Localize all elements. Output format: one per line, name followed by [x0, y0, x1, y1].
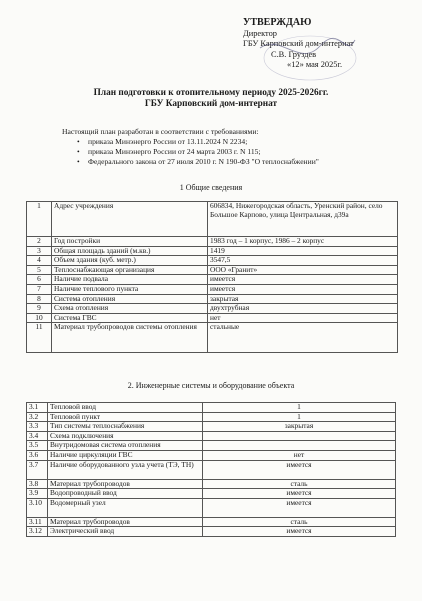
row-label: Внутридомовая система отопления	[48, 441, 203, 451]
row-label: Объем здания (куб. метр.)	[52, 256, 208, 266]
row-value: сталь	[203, 517, 396, 527]
table-row	[27, 498, 396, 517]
row-number: 7	[27, 284, 52, 294]
row-label: Тепловой пункт	[48, 412, 203, 422]
title-line-1: План подготовки к отопительному периоду 2025-2026гг.	[93, 88, 329, 98]
row-label: Водопроводный ввод	[48, 489, 203, 499]
row-label: Электрический ввод	[48, 527, 203, 537]
row-number: 10	[27, 313, 52, 323]
document-title	[0, 88, 422, 110]
table-row	[27, 237, 398, 247]
approval-name: С.В. Груздев	[271, 49, 317, 59]
section-2-title: 2. Инженерные системы и оборудование объекта	[127, 381, 295, 390]
row-value: нет	[203, 450, 396, 460]
requirement-item: • Федерального закона от 27 июля 2010 г. N 190-ФЗ "О теплоснабжении"	[88, 157, 319, 167]
row-number: 6	[27, 275, 52, 285]
row-value: закрытая	[203, 422, 396, 432]
row-number: 3.11	[27, 517, 48, 527]
intro-text: Настоящий план разработан в соответствии с требованиями:	[62, 127, 259, 136]
approval-heading: УТВЕРЖДАЮ	[243, 17, 312, 28]
row-value: двухтрубная	[208, 304, 398, 314]
row-value: 1419	[208, 246, 398, 256]
row-label: Материал трубопроводов	[48, 517, 203, 527]
row-label: Тепловой ввод	[48, 403, 203, 413]
row-value: 606834, Нижегородская область, Уренский район, село Большое Карпово, улица Центральная, д39а	[208, 202, 398, 237]
row-value: имеется	[208, 275, 398, 285]
row-label: Тип системы теплоснабжения	[48, 422, 203, 432]
row-label: Водомерный узел	[48, 498, 203, 517]
row-number: 3.5	[27, 441, 48, 451]
row-label: Год постройки	[52, 237, 208, 247]
row-number: 3.2	[27, 412, 48, 422]
title-line-2: ГБУ Карповский дом-интернат	[144, 99, 278, 109]
row-label: Схема отопления	[52, 304, 208, 314]
table-row	[27, 403, 396, 413]
row-value: имеется	[203, 460, 396, 479]
table-row	[27, 323, 398, 353]
table-row	[27, 422, 396, 432]
row-label: Материал трубопроводов	[48, 479, 203, 489]
row-number: 3.4	[27, 431, 48, 441]
row-value: 1	[203, 403, 396, 413]
row-number: 3.8	[27, 479, 48, 489]
row-value: стальные	[208, 323, 398, 353]
row-number: 3.12	[27, 527, 48, 537]
row-value: ООО «Гранит»	[208, 265, 398, 275]
row-number: 1	[27, 202, 52, 237]
table-row	[27, 304, 398, 314]
row-label: Материал трубопроводов системы отопления	[52, 323, 208, 353]
row-label: Наличие циркуляции ГВС	[48, 450, 203, 460]
row-number: 3	[27, 246, 52, 256]
table-row	[27, 489, 396, 499]
table-row	[27, 284, 398, 294]
row-label: Наличие теплового пункта	[52, 284, 208, 294]
row-number: 8	[27, 294, 52, 304]
row-value	[203, 431, 396, 441]
row-number: 4	[27, 256, 52, 266]
approval-position: Директор	[243, 29, 277, 38]
row-label: Теплоснабжающая организация	[52, 265, 208, 275]
row-label: Схема подключения	[48, 431, 203, 441]
engineering-systems-table	[26, 402, 396, 537]
row-value: нет	[208, 313, 398, 323]
row-value: 1	[203, 412, 396, 422]
row-number: 3.6	[27, 450, 48, 460]
row-number: 5	[27, 265, 52, 275]
table-row	[27, 460, 396, 479]
row-number: 9	[27, 304, 52, 314]
requirement-item: • приказа Минэнерго России от 24 марта 2003 г. N 115;	[88, 147, 319, 157]
approval-org: ГБУ Карповский дом-интернат	[243, 39, 354, 49]
row-value: имеется	[203, 489, 396, 499]
row-number: 2	[27, 237, 52, 247]
row-value: 3547,5	[208, 256, 398, 266]
row-label: Наличие подвала	[52, 275, 208, 285]
row-label: Общая площадь зданий (м.кв.)	[52, 246, 208, 256]
row-number: 11	[27, 323, 52, 353]
row-value: имеется	[203, 527, 396, 537]
row-number: 3.7	[27, 460, 48, 479]
row-value: сталь	[203, 479, 396, 489]
row-label: Наличие оборудованного узла учета (ТЭ, ТН)	[48, 460, 203, 479]
row-number: 3.10	[27, 498, 48, 517]
row-value: имеется	[208, 284, 398, 294]
row-number: 3.3	[27, 422, 48, 432]
table-row	[27, 256, 398, 266]
section-1-title: 1 Общие сведения	[179, 183, 243, 192]
row-number: 3.9	[27, 489, 48, 499]
row-value: 1983 год – 1 корпус, 1986 – 2 корпус	[208, 237, 398, 247]
table-row	[27, 450, 396, 460]
requirements-list	[62, 137, 319, 167]
row-label: Система отопления	[52, 294, 208, 304]
general-info-table	[26, 201, 398, 353]
row-value: закрытая	[208, 294, 398, 304]
table-row	[27, 202, 398, 237]
row-label: Система ГВС	[52, 313, 208, 323]
approval-date: «12» мая 2025г.	[287, 60, 343, 70]
intro	[62, 127, 319, 167]
row-number: 3.1	[27, 403, 48, 413]
table-row	[27, 527, 396, 537]
row-value: имеется	[203, 498, 396, 517]
row-label: Адрес учреждения	[52, 202, 208, 237]
signature-stamp-icon	[250, 28, 360, 84]
requirement-item: • приказа Минэнерго России от 13.11.2024 N 2234;	[88, 137, 319, 147]
